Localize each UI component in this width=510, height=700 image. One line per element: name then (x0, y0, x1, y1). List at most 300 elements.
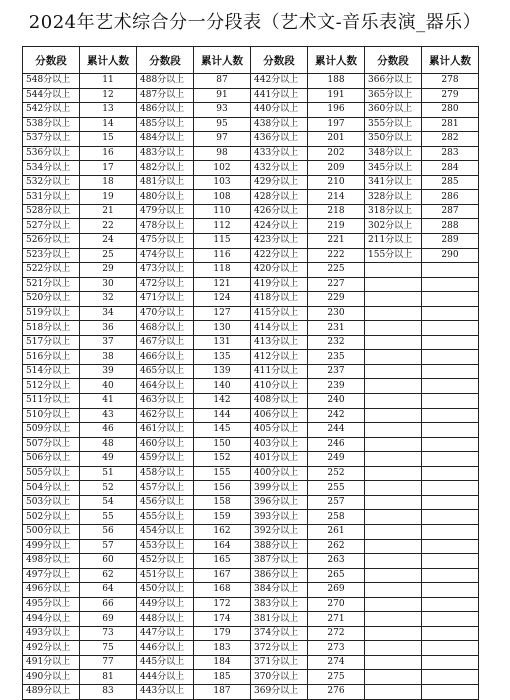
cumulative-count-cell: 97 (194, 132, 251, 147)
cumulative-count-cell: 209 (308, 161, 365, 176)
cumulative-count-cell: 239 (308, 379, 365, 394)
score-range-cell: 514分以上 (23, 364, 80, 379)
table-row (23, 277, 479, 292)
score-range-cell: 414分以上 (251, 321, 308, 336)
cumulative-count-cell (422, 306, 479, 321)
score-range-cell (365, 655, 422, 670)
score-range-cell: 486分以上 (137, 103, 194, 118)
cumulative-count-cell (422, 655, 479, 670)
score-range-cell (365, 684, 422, 699)
cumulative-count-cell (422, 626, 479, 641)
cumulative-count-cell: 39 (80, 364, 137, 379)
table-row (23, 408, 479, 423)
table-row (23, 612, 479, 627)
header-score-range-2: 分数段 (137, 47, 194, 74)
score-range-cell: 505分以上 (23, 466, 80, 481)
cumulative-count-cell: 275 (308, 670, 365, 685)
cumulative-count-cell: 263 (308, 554, 365, 569)
score-range-cell: 396分以上 (251, 495, 308, 510)
cumulative-count-cell: 262 (308, 539, 365, 554)
cumulative-count-cell: 229 (308, 292, 365, 307)
score-range-cell (365, 394, 422, 409)
score-range-cell: 512分以上 (23, 379, 80, 394)
score-range-cell: 419分以上 (251, 277, 308, 292)
score-range-cell: 497分以上 (23, 568, 80, 583)
cumulative-count-cell: 219 (308, 219, 365, 234)
cumulative-count-cell: 240 (308, 394, 365, 409)
table-row (23, 335, 479, 350)
cumulative-count-cell (422, 524, 479, 539)
score-range-cell: 473分以上 (137, 263, 194, 278)
cumulative-count-cell: 34 (80, 306, 137, 321)
score-range-cell: 424分以上 (251, 219, 308, 234)
score-range-cell: 433分以上 (251, 146, 308, 161)
table-row (23, 292, 479, 307)
score-range-cell (365, 626, 422, 641)
score-range-cell: 328分以上 (365, 190, 422, 205)
score-range-cell (365, 597, 422, 612)
score-range-cell: 493分以上 (23, 626, 80, 641)
score-range-cell: 517分以上 (23, 335, 80, 350)
cumulative-count-cell (422, 481, 479, 496)
cumulative-count-cell: 237 (308, 364, 365, 379)
cumulative-count-cell: 91 (194, 88, 251, 103)
score-range-cell: 422分以上 (251, 248, 308, 263)
score-range-cell: 531分以上 (23, 190, 80, 205)
score-range-cell (365, 277, 422, 292)
cumulative-count-cell: 130 (194, 321, 251, 336)
cumulative-count-cell: 115 (194, 234, 251, 249)
cumulative-count-cell: 18 (80, 175, 137, 190)
cumulative-count-cell: 282 (422, 132, 479, 147)
score-range-cell: 465分以上 (137, 364, 194, 379)
score-range-cell: 483分以上 (137, 146, 194, 161)
score-range-cell: 500分以上 (23, 524, 80, 539)
cumulative-count-cell: 191 (308, 88, 365, 103)
table-row (23, 583, 479, 598)
score-range-cell: 451分以上 (137, 568, 194, 583)
cumulative-count-cell: 139 (194, 364, 251, 379)
cumulative-count-cell: 273 (308, 641, 365, 656)
cumulative-count-cell: 118 (194, 263, 251, 278)
table-row (23, 234, 479, 249)
score-range-cell: 462分以上 (137, 408, 194, 423)
table-row (23, 88, 479, 103)
table-row (23, 379, 479, 394)
score-range-cell: 466分以上 (137, 350, 194, 365)
cumulative-count-cell: 66 (80, 597, 137, 612)
score-range-cell: 418分以上 (251, 292, 308, 307)
score-range-cell: 479分以上 (137, 204, 194, 219)
score-range-cell: 449分以上 (137, 597, 194, 612)
cumulative-count-cell: 288 (422, 219, 479, 234)
cumulative-count-cell: 98 (194, 146, 251, 161)
score-range-cell: 429分以上 (251, 175, 308, 190)
score-range-cell: 211分以上 (365, 234, 422, 249)
cumulative-count-cell (422, 364, 479, 379)
cumulative-count-cell: 81 (80, 670, 137, 685)
cumulative-count-cell: 244 (308, 423, 365, 438)
score-range-cell (365, 335, 422, 350)
cumulative-count-cell: 197 (308, 117, 365, 132)
table-row (23, 350, 479, 365)
cumulative-count-cell: 95 (194, 117, 251, 132)
score-range-cell: 155分以上 (365, 248, 422, 263)
table-row (23, 423, 479, 438)
cumulative-count-cell: 83 (80, 684, 137, 699)
cumulative-count-cell: 56 (80, 524, 137, 539)
score-range-cell: 408分以上 (251, 394, 308, 409)
cumulative-count-cell: 152 (194, 452, 251, 467)
score-range-cell: 468分以上 (137, 321, 194, 336)
score-range-cell: 410分以上 (251, 379, 308, 394)
cumulative-count-cell: 121 (194, 277, 251, 292)
score-range-cell: 444分以上 (137, 670, 194, 685)
cumulative-count-cell: 69 (80, 612, 137, 627)
score-range-cell: 526分以上 (23, 234, 80, 249)
cumulative-count-cell: 257 (308, 495, 365, 510)
score-range-cell: 548分以上 (23, 74, 80, 89)
cumulative-count-cell (422, 670, 479, 685)
cumulative-count-cell: 116 (194, 248, 251, 263)
cumulative-count-cell: 179 (194, 626, 251, 641)
score-range-cell: 478分以上 (137, 219, 194, 234)
score-range-cell: 463分以上 (137, 394, 194, 409)
score-range-cell: 302分以上 (365, 219, 422, 234)
cumulative-count-cell: 55 (80, 510, 137, 525)
cumulative-count-cell: 37 (80, 335, 137, 350)
score-range-cell: 520分以上 (23, 292, 80, 307)
score-range-cell: 499分以上 (23, 539, 80, 554)
table-header-row (23, 47, 479, 74)
score-range-cell: 350分以上 (365, 132, 422, 147)
score-range-cell: 412分以上 (251, 350, 308, 365)
table-row (23, 132, 479, 147)
score-range-cell: 423分以上 (251, 234, 308, 249)
cumulative-count-cell: 60 (80, 554, 137, 569)
cumulative-count-cell: 24 (80, 234, 137, 249)
score-range-cell: 441分以上 (251, 88, 308, 103)
cumulative-count-cell: 131 (194, 335, 251, 350)
score-range-cell: 458分以上 (137, 466, 194, 481)
cumulative-count-cell: 16 (80, 146, 137, 161)
score-range-cell (365, 612, 422, 627)
score-range-cell: 506分以上 (23, 452, 80, 467)
cumulative-count-cell: 258 (308, 510, 365, 525)
score-range-cell: 498分以上 (23, 554, 80, 569)
score-range-cell: 538分以上 (23, 117, 80, 132)
cumulative-count-cell: 46 (80, 423, 137, 438)
cumulative-count-cell: 155 (194, 466, 251, 481)
score-range-cell: 492分以上 (23, 641, 80, 656)
score-range-cell: 448分以上 (137, 612, 194, 627)
cumulative-count-cell: 14 (80, 117, 137, 132)
score-range-cell: 440分以上 (251, 103, 308, 118)
table-row (23, 495, 479, 510)
cumulative-count-cell: 283 (422, 146, 479, 161)
score-range-cell (365, 364, 422, 379)
cumulative-count-cell: 48 (80, 437, 137, 452)
cumulative-count-cell: 12 (80, 88, 137, 103)
table-row (23, 481, 479, 496)
score-range-cell (365, 568, 422, 583)
table-row (23, 103, 479, 118)
table-row (23, 364, 479, 379)
score-range-cell: 502分以上 (23, 510, 80, 525)
score-range-cell: 413分以上 (251, 335, 308, 350)
cumulative-count-cell: 276 (308, 684, 365, 699)
score-range-cell (365, 554, 422, 569)
cumulative-count-cell (422, 583, 479, 598)
score-range-cell: 371分以上 (251, 655, 308, 670)
score-range-cell: 475分以上 (137, 234, 194, 249)
table-row (23, 452, 479, 467)
score-range-cell: 366分以上 (365, 74, 422, 89)
cumulative-count-cell: 112 (194, 219, 251, 234)
cumulative-count-cell: 73 (80, 626, 137, 641)
cumulative-count-cell: 93 (194, 103, 251, 118)
table-row (23, 626, 479, 641)
table-row (23, 263, 479, 278)
cumulative-count-cell: 124 (194, 292, 251, 307)
score-range-cell: 415分以上 (251, 306, 308, 321)
cumulative-count-cell: 142 (194, 394, 251, 409)
cumulative-count-cell: 188 (308, 74, 365, 89)
cumulative-count-cell: 43 (80, 408, 137, 423)
table-row (23, 655, 479, 670)
cumulative-count-cell: 110 (194, 204, 251, 219)
cumulative-count-cell: 214 (308, 190, 365, 205)
score-range-cell: 445分以上 (137, 655, 194, 670)
score-range-cell: 518分以上 (23, 321, 80, 336)
score-range-cell: 485分以上 (137, 117, 194, 132)
score-range-cell: 542分以上 (23, 103, 80, 118)
cumulative-count-cell: 196 (308, 103, 365, 118)
score-range-cell: 403分以上 (251, 437, 308, 452)
score-range-cell: 405分以上 (251, 423, 308, 438)
cumulative-count-cell: 36 (80, 321, 137, 336)
score-range-cell: 494分以上 (23, 612, 80, 627)
score-range-cell: 516分以上 (23, 350, 80, 365)
cumulative-count-cell: 249 (308, 452, 365, 467)
score-range-cell: 470分以上 (137, 306, 194, 321)
score-range-cell: 544分以上 (23, 88, 80, 103)
cumulative-count-cell (422, 684, 479, 699)
cumulative-count-cell: 75 (80, 641, 137, 656)
cumulative-count-cell: 225 (308, 263, 365, 278)
cumulative-count-cell: 174 (194, 612, 251, 627)
score-range-cell (365, 466, 422, 481)
score-range-cell: 490分以上 (23, 670, 80, 685)
score-range-cell (365, 583, 422, 598)
cumulative-count-cell: 183 (194, 641, 251, 656)
score-range-cell: 536分以上 (23, 146, 80, 161)
score-range-cell: 348分以上 (365, 146, 422, 161)
table-row (23, 684, 479, 699)
cumulative-count-cell: 202 (308, 146, 365, 161)
score-range-cell: 455分以上 (137, 510, 194, 525)
score-range-cell (365, 350, 422, 365)
score-range-cell: 452分以上 (137, 554, 194, 569)
header-score-range-3: 分数段 (251, 47, 308, 74)
score-range-cell: 450分以上 (137, 583, 194, 598)
score-range-cell: 420分以上 (251, 263, 308, 278)
cumulative-count-cell: 271 (308, 612, 365, 627)
cumulative-count-cell: 57 (80, 539, 137, 554)
table-row (23, 641, 479, 656)
score-range-cell: 393分以上 (251, 510, 308, 525)
cumulative-count-cell: 230 (308, 306, 365, 321)
cumulative-count-cell (422, 539, 479, 554)
cumulative-count-cell: 269 (308, 583, 365, 598)
cumulative-count-cell: 184 (194, 655, 251, 670)
cumulative-count-cell (422, 554, 479, 569)
cumulative-count-cell: 187 (194, 684, 251, 699)
score-range-cell: 510分以上 (23, 408, 80, 423)
score-range-cell: 428分以上 (251, 190, 308, 205)
score-range-cell: 426分以上 (251, 204, 308, 219)
cumulative-count-cell (422, 394, 479, 409)
cumulative-count-cell (422, 292, 479, 307)
table-row (23, 219, 479, 234)
cumulative-count-cell: 164 (194, 539, 251, 554)
score-range-cell: 318分以上 (365, 204, 422, 219)
cumulative-count-cell: 246 (308, 437, 365, 452)
cumulative-count-cell (422, 335, 479, 350)
score-range-cell: 519分以上 (23, 306, 80, 321)
table-row (23, 524, 479, 539)
cumulative-count-cell: 156 (194, 481, 251, 496)
cumulative-count-cell: 54 (80, 495, 137, 510)
score-range-cell: 341分以上 (365, 175, 422, 190)
score-range-cell: 528分以上 (23, 204, 80, 219)
cumulative-count-cell: 11 (80, 74, 137, 89)
score-range-cell: 392分以上 (251, 524, 308, 539)
cumulative-count-cell: 41 (80, 394, 137, 409)
cumulative-count-cell: 32 (80, 292, 137, 307)
score-range-cell: 495分以上 (23, 597, 80, 612)
cumulative-count-cell: 232 (308, 335, 365, 350)
table-row (23, 306, 479, 321)
score-range-cell (365, 495, 422, 510)
score-range-cell: 474分以上 (137, 248, 194, 263)
score-range-cell: 522分以上 (23, 263, 80, 278)
table-row (23, 554, 479, 569)
score-range-cell: 370分以上 (251, 670, 308, 685)
score-range-cell: 534分以上 (23, 161, 80, 176)
cumulative-count-cell: 201 (308, 132, 365, 147)
cumulative-count-cell: 274 (308, 655, 365, 670)
cumulative-count-cell: 159 (194, 510, 251, 525)
cumulative-count-cell: 38 (80, 350, 137, 365)
score-range-cell: 453分以上 (137, 539, 194, 554)
score-range-cell: 507分以上 (23, 437, 80, 452)
cumulative-count-cell: 210 (308, 175, 365, 190)
score-range-cell (365, 481, 422, 496)
score-range-cell: 365分以上 (365, 88, 422, 103)
score-range-cell: 400分以上 (251, 466, 308, 481)
table-row (23, 321, 479, 336)
table-row (23, 190, 479, 205)
score-range-cell (365, 408, 422, 423)
cumulative-count-cell: 140 (194, 379, 251, 394)
cumulative-count-cell: 102 (194, 161, 251, 176)
cumulative-count-cell: 144 (194, 408, 251, 423)
header-cumulative-count-3: 累计人数 (308, 47, 365, 74)
header-score-range-4: 分数段 (365, 47, 422, 74)
score-range-cell: 436分以上 (251, 132, 308, 147)
header-cumulative-count-2: 累计人数 (194, 47, 251, 74)
cumulative-count-cell: 29 (80, 263, 137, 278)
score-range-cell: 443分以上 (137, 684, 194, 699)
cumulative-count-cell: 51 (80, 466, 137, 481)
score-distribution-table-wrapper (22, 46, 479, 700)
score-range-cell: 406分以上 (251, 408, 308, 423)
cumulative-count-cell: 218 (308, 204, 365, 219)
cumulative-count-cell: 17 (80, 161, 137, 176)
cumulative-count-cell: 222 (308, 248, 365, 263)
cumulative-count-cell (422, 408, 479, 423)
table-row (23, 175, 479, 190)
cumulative-count-cell: 261 (308, 524, 365, 539)
score-range-cell: 386分以上 (251, 568, 308, 583)
cumulative-count-cell (422, 350, 479, 365)
cumulative-count-cell: 150 (194, 437, 251, 452)
cumulative-count-cell: 165 (194, 554, 251, 569)
cumulative-count-cell (422, 423, 479, 438)
table-row (23, 248, 479, 263)
cumulative-count-cell: 77 (80, 655, 137, 670)
score-range-cell: 457分以上 (137, 481, 194, 496)
score-range-cell: 372分以上 (251, 641, 308, 656)
cumulative-count-cell: 281 (422, 117, 479, 132)
score-range-cell: 523分以上 (23, 248, 80, 263)
cumulative-count-cell: 22 (80, 219, 137, 234)
cumulative-count-cell: 25 (80, 248, 137, 263)
score-range-cell: 399分以上 (251, 481, 308, 496)
score-range-cell: 454分以上 (137, 524, 194, 539)
score-range-cell: 456分以上 (137, 495, 194, 510)
score-range-cell (365, 524, 422, 539)
cumulative-count-cell: 52 (80, 481, 137, 496)
score-range-cell: 532分以上 (23, 175, 80, 190)
cumulative-count-cell: 87 (194, 74, 251, 89)
table-row (23, 437, 479, 452)
cumulative-count-cell: 15 (80, 132, 137, 147)
cumulative-count-cell: 62 (80, 568, 137, 583)
cumulative-count-cell (422, 641, 479, 656)
score-range-cell: 345分以上 (365, 161, 422, 176)
cumulative-count-cell: 103 (194, 175, 251, 190)
cumulative-count-cell: 252 (308, 466, 365, 481)
score-range-cell (365, 641, 422, 656)
table-row (23, 117, 479, 132)
score-range-cell: 496分以上 (23, 583, 80, 598)
cumulative-count-cell: 242 (308, 408, 365, 423)
score-range-cell: 489分以上 (23, 684, 80, 699)
score-range-cell (365, 452, 422, 467)
cumulative-count-cell (422, 277, 479, 292)
score-range-cell: 537分以上 (23, 132, 80, 147)
cumulative-count-cell (422, 568, 479, 583)
cumulative-count-cell: 265 (308, 568, 365, 583)
cumulative-count-cell: 13 (80, 103, 137, 118)
score-range-cell: 387分以上 (251, 554, 308, 569)
score-range-cell: 446分以上 (137, 641, 194, 656)
score-range-cell: 383分以上 (251, 597, 308, 612)
score-range-cell: 374分以上 (251, 626, 308, 641)
score-range-cell: 369分以上 (251, 684, 308, 699)
